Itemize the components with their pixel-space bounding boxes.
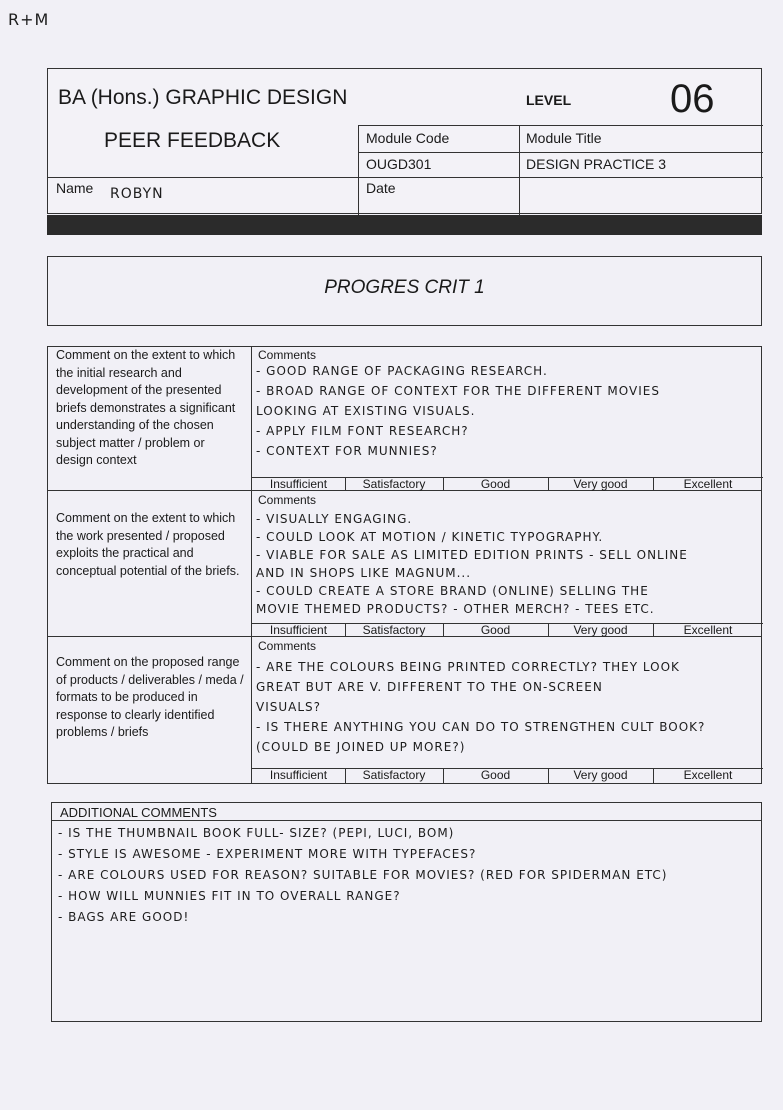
comment-line: - ARE THE COLOURS BEING PRINTED CORRECTLY? THEY LOOK xyxy=(256,660,680,674)
rating-insufficient[interactable]: Insufficient xyxy=(269,477,328,491)
criterion-text: Comment on the proposed range of products / deliverables / meda / formats to be produced in response to clearly identified problems / briefs xyxy=(56,655,244,739)
comment-line: (COULD BE JOINED UP MORE?) xyxy=(256,740,466,754)
crit-title: PROGRES CRIT 1 xyxy=(324,277,485,298)
comment-line: - VISUALLY ENGAGING. xyxy=(256,512,413,526)
rating-row xyxy=(252,623,763,637)
comment-line: AND IN SHOPS LIKE MAGNUM... xyxy=(256,566,472,580)
comment-line: - BAGS ARE GOOD! xyxy=(58,910,190,924)
comment-line: - GOOD RANGE OF PACKAGING RESEARCH. xyxy=(256,364,548,378)
rating-satisfactory[interactable]: Satisfactory xyxy=(362,768,426,782)
divider xyxy=(358,152,763,153)
rating-excellent[interactable]: Excellent xyxy=(683,623,733,637)
comments-label: Comments xyxy=(258,639,317,653)
comment-line: - STYLE IS AWESOME - EXPERIMENT MORE WITH TYPEFACES? xyxy=(58,847,477,861)
comment-line: - ARE COLOURS USED FOR REASON? SUITABLE FOR MOVIES? (RED FOR SPIDERMAN ETC) xyxy=(58,868,668,882)
rating-satisfactory[interactable]: Satisfactory xyxy=(362,477,426,491)
comment-line: - VIABLE FOR SALE AS LIMITED EDITION PRINTS - SELL ONLINE xyxy=(256,548,688,562)
comment-line: - IS THE THUMBNAIL BOOK FULL- SIZE? (PEPI, LUCI, BOM) xyxy=(58,826,455,840)
crit-box xyxy=(47,256,762,326)
divider xyxy=(358,125,359,215)
comment-line: - APPLY FILM FONT RESEARCH? xyxy=(256,424,469,438)
comments-label: Comments xyxy=(258,348,317,362)
rating-good[interactable]: Good xyxy=(480,623,511,637)
rating-very-good[interactable]: Very good xyxy=(573,623,628,637)
comment-block xyxy=(256,361,766,461)
rating-excellent[interactable]: Excellent xyxy=(683,477,733,491)
rating-excellent[interactable]: Excellent xyxy=(683,768,733,782)
rating-very-good[interactable]: Very good xyxy=(573,477,628,491)
comment-line: - HOW WILL MUNNIES FIT IN TO OVERALL RANGE? xyxy=(58,889,401,903)
comment-line: - COULD CREATE A STORE BRAND (ONLINE) SELLING THE xyxy=(256,584,649,598)
rating-insufficient[interactable]: Insufficient xyxy=(269,768,328,782)
rating-very-good[interactable]: Very good xyxy=(573,768,628,782)
divider xyxy=(251,347,252,783)
comment-line: - CONTEXT FOR MUNNIES? xyxy=(256,444,438,458)
comment-line: LOOKING AT EXISTING VISUALS. xyxy=(256,404,476,418)
rating-row xyxy=(252,768,763,782)
criterion-text: Comment on the extent to which the work presented / proposed exploits the practical and conceptual potential of the briefs. xyxy=(56,511,240,578)
comment-line: VISUALS? xyxy=(256,700,322,714)
comment-block xyxy=(256,657,766,757)
rating-row xyxy=(252,477,763,491)
level-label: LEVEL xyxy=(526,92,572,108)
form-title: PEER FEEDBACK xyxy=(104,129,281,152)
name-label: Name xyxy=(56,180,94,196)
comment-line: - IS THERE ANYTHING YOU CAN DO TO STRENGTHEN CULT BOOK? xyxy=(256,720,706,734)
level-value: 06 xyxy=(670,77,715,121)
rating-good[interactable]: Good xyxy=(480,768,511,782)
divider xyxy=(519,125,520,215)
rating-good[interactable]: Good xyxy=(480,477,511,491)
divider xyxy=(48,177,763,178)
module-code-label: Module Code xyxy=(366,130,450,146)
criterion-text: Comment on the extent to which the initial research and development of the presented briefs demonstrates a significant understanding of the chosen subject matter / problem or design context xyxy=(56,348,236,467)
divider xyxy=(52,820,761,821)
comment-line: GREAT BUT ARE V. DIFFERENT TO THE ON-SCREEN xyxy=(256,680,603,694)
comment-line: - COULD LOOK AT MOTION / KINETIC TYPOGRAPHY. xyxy=(256,530,604,544)
date-label: Date xyxy=(366,180,396,196)
comment-block xyxy=(256,510,766,618)
header-bar xyxy=(47,215,762,235)
comments-label: Comments xyxy=(258,493,317,507)
corner-note: R+M xyxy=(8,10,50,29)
rating-satisfactory[interactable]: Satisfactory xyxy=(362,623,426,637)
additional-comments-label: ADDITIONAL COMMENTS xyxy=(60,805,217,820)
name-value: ROBYN xyxy=(110,186,164,202)
header-block xyxy=(47,68,762,214)
rating-insufficient[interactable]: Insufficient xyxy=(269,623,328,637)
module-title-label: Module Title xyxy=(526,130,602,146)
comment-line: MOVIE THEMED PRODUCTS? - OTHER MERCH? - TEES ETC. xyxy=(256,602,655,616)
course-title: BA (Hons.) GRAPHIC DESIGN xyxy=(58,86,348,109)
divider xyxy=(358,125,763,126)
additional-comments-box xyxy=(51,802,762,1022)
criteria-table xyxy=(47,346,762,784)
additional-comments-text xyxy=(58,823,667,928)
module-code-value: OUGD301 xyxy=(366,156,432,172)
comment-line: - BROAD RANGE OF CONTEXT FOR THE DIFFERENT MOVIES xyxy=(256,384,660,398)
module-title-value: DESIGN PRACTICE 3 xyxy=(526,156,667,172)
